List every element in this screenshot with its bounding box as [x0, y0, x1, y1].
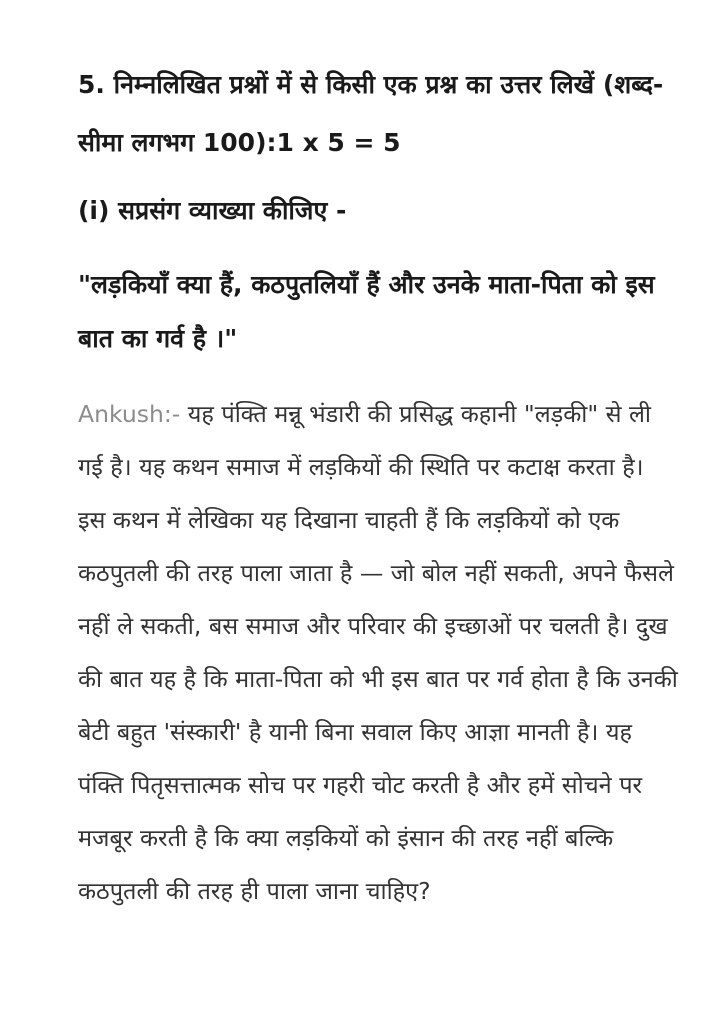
document-page [78, 56, 678, 918]
answer-text: यह पंक्ति मन्नू भंडारी की प्रसिद्ध कहानी "लड़की" से ली गई है। यह कथन समाज में लड़कियों की स्थिति पर कटाक्ष करता है। इस कथन में लेखिका यह दिखाना चाहती हैं कि लड़कियों को एक कठपुतली की तरह पाला जाता है — जो बोल नहीं सकती, अपने फैसले नहीं ले सकती, बस समाज और परिवार की इच्छाओं पर चलती है। दुख की बात यह है कि माता-पिता को भी इस बात पर गर्व होता है कि उनकी बेटी बहुत 'संस्कारी' है यानी बिना सवाल किए आज्ञा मानती है। यह पंक्ति पितृसत्तात्मक सोच पर गहरी चोट करती है और हमें सोचने पर मजबूर करती है कि क्या लड़कियों को इंसान की तरह नहीं बल्कि कठपुतली की तरह ही पाला जाना चाहिए? [78, 400, 678, 905]
sub-question-heading: (i) सप्रसंग व्याख्या कीजिए - [78, 196, 347, 225]
answer-paragraph [78, 388, 678, 918]
answer-author-label: Ankush:- [78, 400, 181, 428]
quoted-line: "लड़कियाँ क्या हैं, कठपुतलियाँ हैं और उनके माता-पिता को इस बात का गर्व है ।" [78, 270, 655, 353]
question-heading: 5. निम्नलिखित प्रश्नों में से किसी एक प्रश्न का उत्तर लिखें (शब्द-सीमा लगभग 100):1 x 5 = 5 [78, 70, 664, 157]
